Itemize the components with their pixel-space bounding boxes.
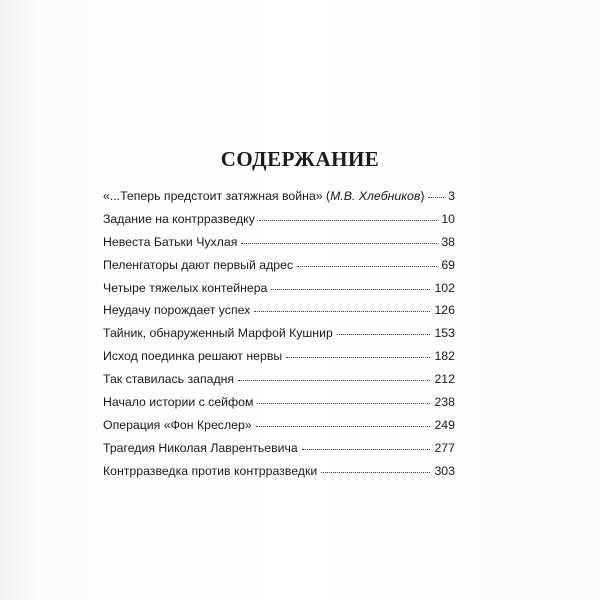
- dotted-leader: [271, 289, 430, 290]
- toc-entry-page: 102: [434, 280, 455, 295]
- toc-entry-page: 238: [434, 395, 455, 410]
- toc-entry-page: 3: [448, 189, 455, 203]
- dotted-leader: [238, 380, 430, 381]
- toc-entry-page: 10: [441, 211, 455, 226]
- toc-entry: [103, 395, 455, 418]
- toc-entry-title: Пеленгаторы дают первый адрес: [103, 257, 294, 272]
- dotted-leader: [297, 266, 437, 267]
- toc-entry-title-tail: ): [420, 189, 425, 203]
- dotted-leader: [321, 472, 430, 473]
- toc-entry: [103, 258, 455, 281]
- toc-entry-title: Так ставилась западня: [103, 372, 235, 387]
- toc-title: СОДЕРЖАНИЕ: [220, 147, 380, 171]
- toc-entry-page: 153: [434, 326, 455, 341]
- dotted-leader: [302, 449, 431, 450]
- toc-entry-title: Задание на контрразведку: [103, 211, 255, 226]
- toc-entry: [103, 418, 455, 441]
- dotted-leader: [259, 220, 437, 221]
- dotted-leader: [428, 197, 444, 198]
- toc-entry: [103, 326, 455, 349]
- toc-entry: [103, 349, 455, 372]
- toc-entry-page: 212: [434, 372, 455, 387]
- dotted-leader: [256, 426, 431, 427]
- toc-entry-page: 126: [434, 303, 455, 318]
- dotted-leader: [337, 334, 431, 335]
- toc-entry-author: М.В. Хлебников: [330, 189, 421, 203]
- toc-entry-page: 277: [434, 440, 455, 455]
- toc-entry: [103, 372, 455, 395]
- toc-entry-title: Неудачу порождает успех: [103, 303, 251, 318]
- toc-entry-title: Операция «Фон Креслер»: [103, 417, 252, 432]
- toc-entry: [103, 212, 455, 235]
- toc-list: [103, 189, 455, 487]
- toc-entry-title: Тайник, обнаруженный Марфой Кушнир: [103, 326, 333, 341]
- toc-entry-title: Начало истории с сейфом: [103, 395, 254, 410]
- toc-entry: [103, 303, 455, 326]
- toc-entry-page: 182: [434, 349, 455, 364]
- toc-entry-title: Невеста Батьки Чухлая: [103, 234, 238, 249]
- dotted-leader: [241, 243, 437, 244]
- toc-entry: [103, 189, 455, 212]
- dotted-leader: [286, 357, 430, 358]
- toc-entry-page: 69: [441, 257, 455, 272]
- toc-entry: [103, 441, 455, 464]
- toc-entry: [103, 235, 455, 258]
- dotted-leader: [254, 311, 430, 312]
- toc-entry-title-text: «...Теперь предстоит затяжная война» (: [103, 189, 331, 203]
- toc-entry-title: Исход поединка решают нервы: [103, 349, 283, 364]
- toc-entry-title: Контрразведка против контрразведки: [103, 463, 318, 478]
- toc-entry-title: Трагедия Николая Лаврентьевича: [103, 440, 298, 455]
- toc-entry-title: [103, 189, 426, 203]
- toc-entry-title: Четыре тяжелых контейнера: [103, 280, 268, 295]
- toc-entry-page: 38: [441, 234, 455, 249]
- toc-entry: [103, 281, 455, 304]
- toc-entry: [103, 464, 455, 487]
- toc-entry-page: 249: [434, 417, 455, 432]
- toc-entry-page: 303: [434, 463, 455, 478]
- dotted-leader: [257, 403, 430, 404]
